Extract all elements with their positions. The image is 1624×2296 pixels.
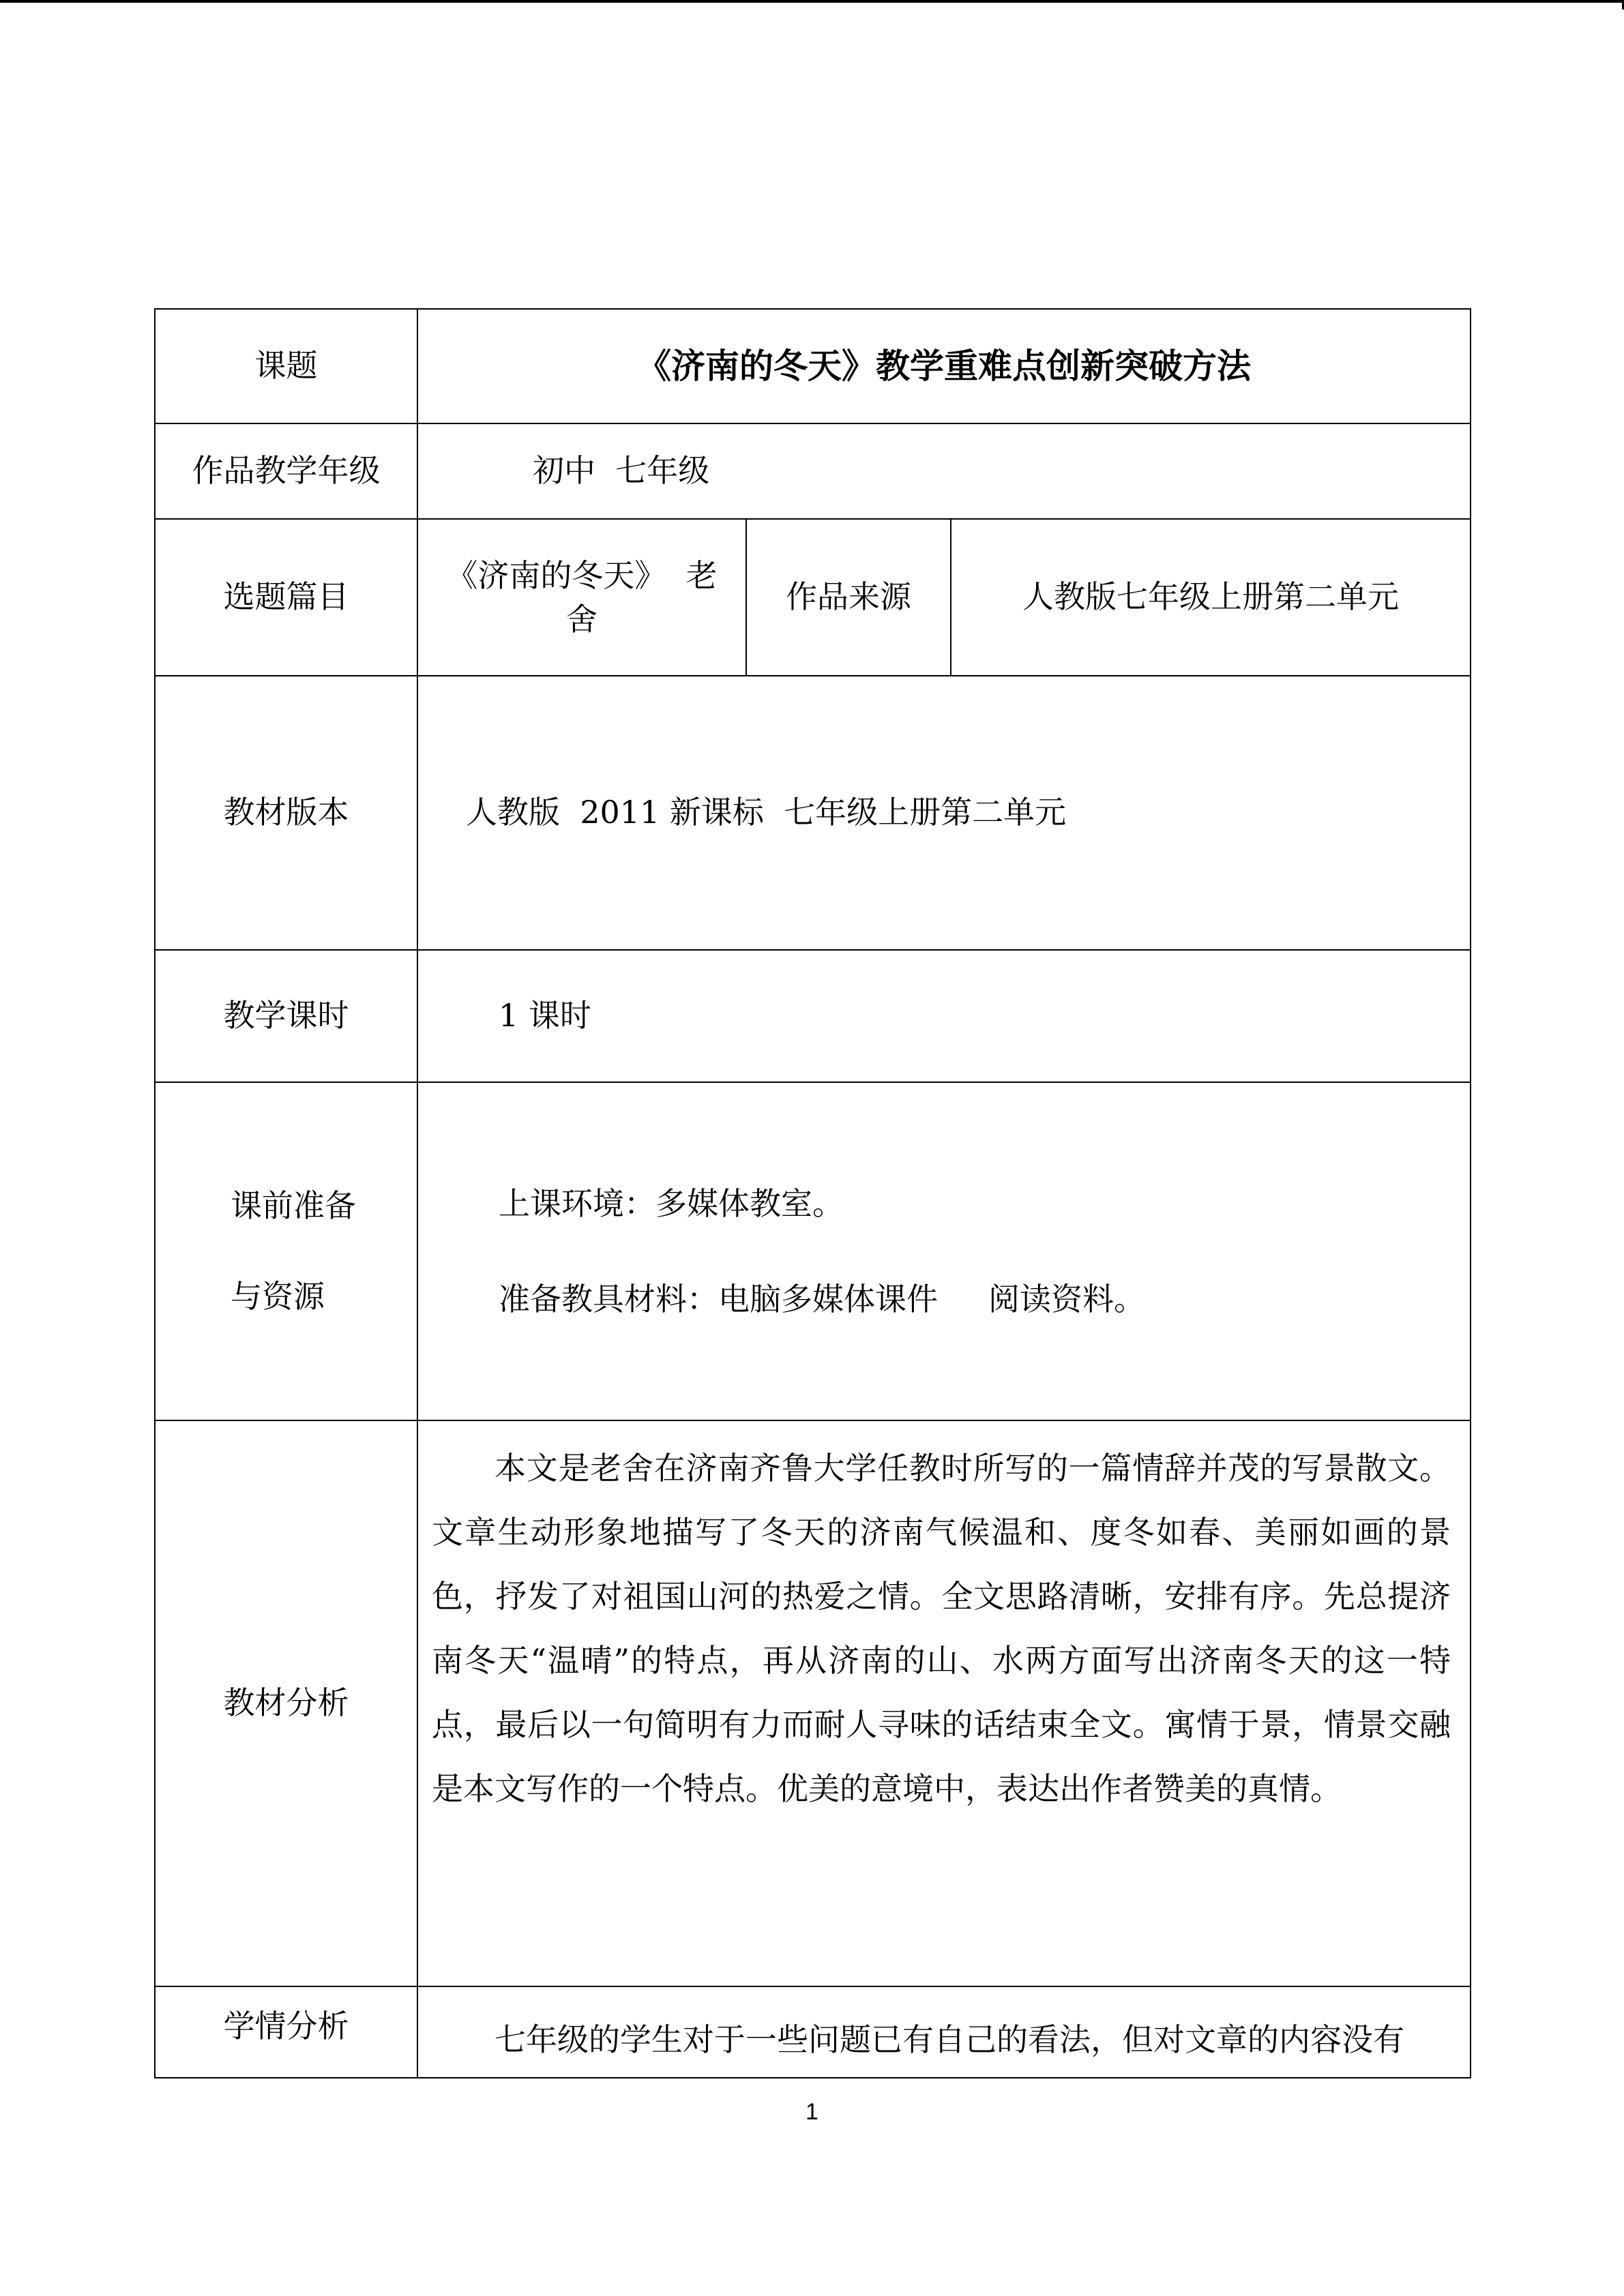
- row-topic: [155, 309, 1471, 423]
- students-content: [417, 1986, 1471, 2078]
- row-selection: [155, 519, 1471, 676]
- page-number: 1: [806, 2099, 818, 2125]
- students-label: 学情分析: [155, 1986, 417, 2078]
- row-grade: [155, 423, 1471, 519]
- topic-label: 课题: [155, 309, 417, 423]
- prep-materials-reading: 阅读资料。: [988, 1281, 1145, 1317]
- analysis-text: 本文是老舍在济南齐鲁大学任教时所写的一篇情辞并茂的写景散文。文章生动形象地描写了冬天的济南气候温和、度冬如春、美丽如画的景色，抒发了对祖国山河的热爱之情。全文思路清晰，安排有序。先总提济南冬天“温晴”的特点，再从济南的山、水两方面写出济南冬天的这一特点，最后以一句简明有力而耐人寻味的话结束全文。寓情于景，情景交融是本文写作的一个特点。优美的意境中，表达出作者赞美的真情。: [432, 1450, 1451, 1807]
- grade-value-text: 初中 七年级: [533, 452, 710, 490]
- selection-value: [417, 519, 746, 676]
- prep-content: [417, 1082, 1471, 1420]
- row-textbook: [155, 676, 1471, 950]
- textbook-label: 教材版本: [155, 676, 417, 950]
- prep-label-line2: 与资源: [231, 1278, 325, 1315]
- selection-value-line2: 舍: [566, 601, 597, 638]
- row-prep: [155, 1082, 1471, 1420]
- lesson-title: 《济南的冬天》教学重难点创新突破方法: [417, 309, 1471, 423]
- prep-label: [155, 1082, 417, 1420]
- textbook-value-text: 人教版 2011 新课标 七年级上册第二单元: [466, 794, 1067, 831]
- lesson-plan-table: [154, 308, 1471, 2078]
- source-value: 人教版七年级上册第二单元: [951, 519, 1471, 676]
- prep-materials: [418, 1251, 1470, 1347]
- grade-label: 作品教学年级: [155, 423, 417, 519]
- selection-value-line1: 《济南的冬天》 老: [446, 557, 718, 594]
- analysis-content: [417, 1420, 1471, 1986]
- hours-value: 1 课时: [417, 950, 1471, 1082]
- row-hours: [155, 950, 1471, 1082]
- source-label: 作品来源: [746, 519, 951, 676]
- prep-materials-courseware: 准备教具材料：电脑多媒体课件: [499, 1281, 938, 1317]
- selection-label: 选题篇目: [155, 519, 417, 676]
- grade-value: [417, 423, 1471, 519]
- students-text: 七年级的学生对于一些问题已有自己的看法，但对文章的内容没有: [494, 2021, 1404, 2058]
- prep-environment: 上课环境：多媒体教室。: [499, 1185, 844, 1222]
- top-border-line: [0, 0, 1624, 3]
- prep-label-line1: 课前准备: [231, 1187, 356, 1224]
- textbook-value: [417, 676, 1471, 950]
- row-students: [155, 1986, 1471, 2078]
- row-analysis: [155, 1420, 1471, 1986]
- analysis-label: 教材分析: [155, 1420, 417, 1986]
- hours-label: 教学课时: [155, 950, 417, 1082]
